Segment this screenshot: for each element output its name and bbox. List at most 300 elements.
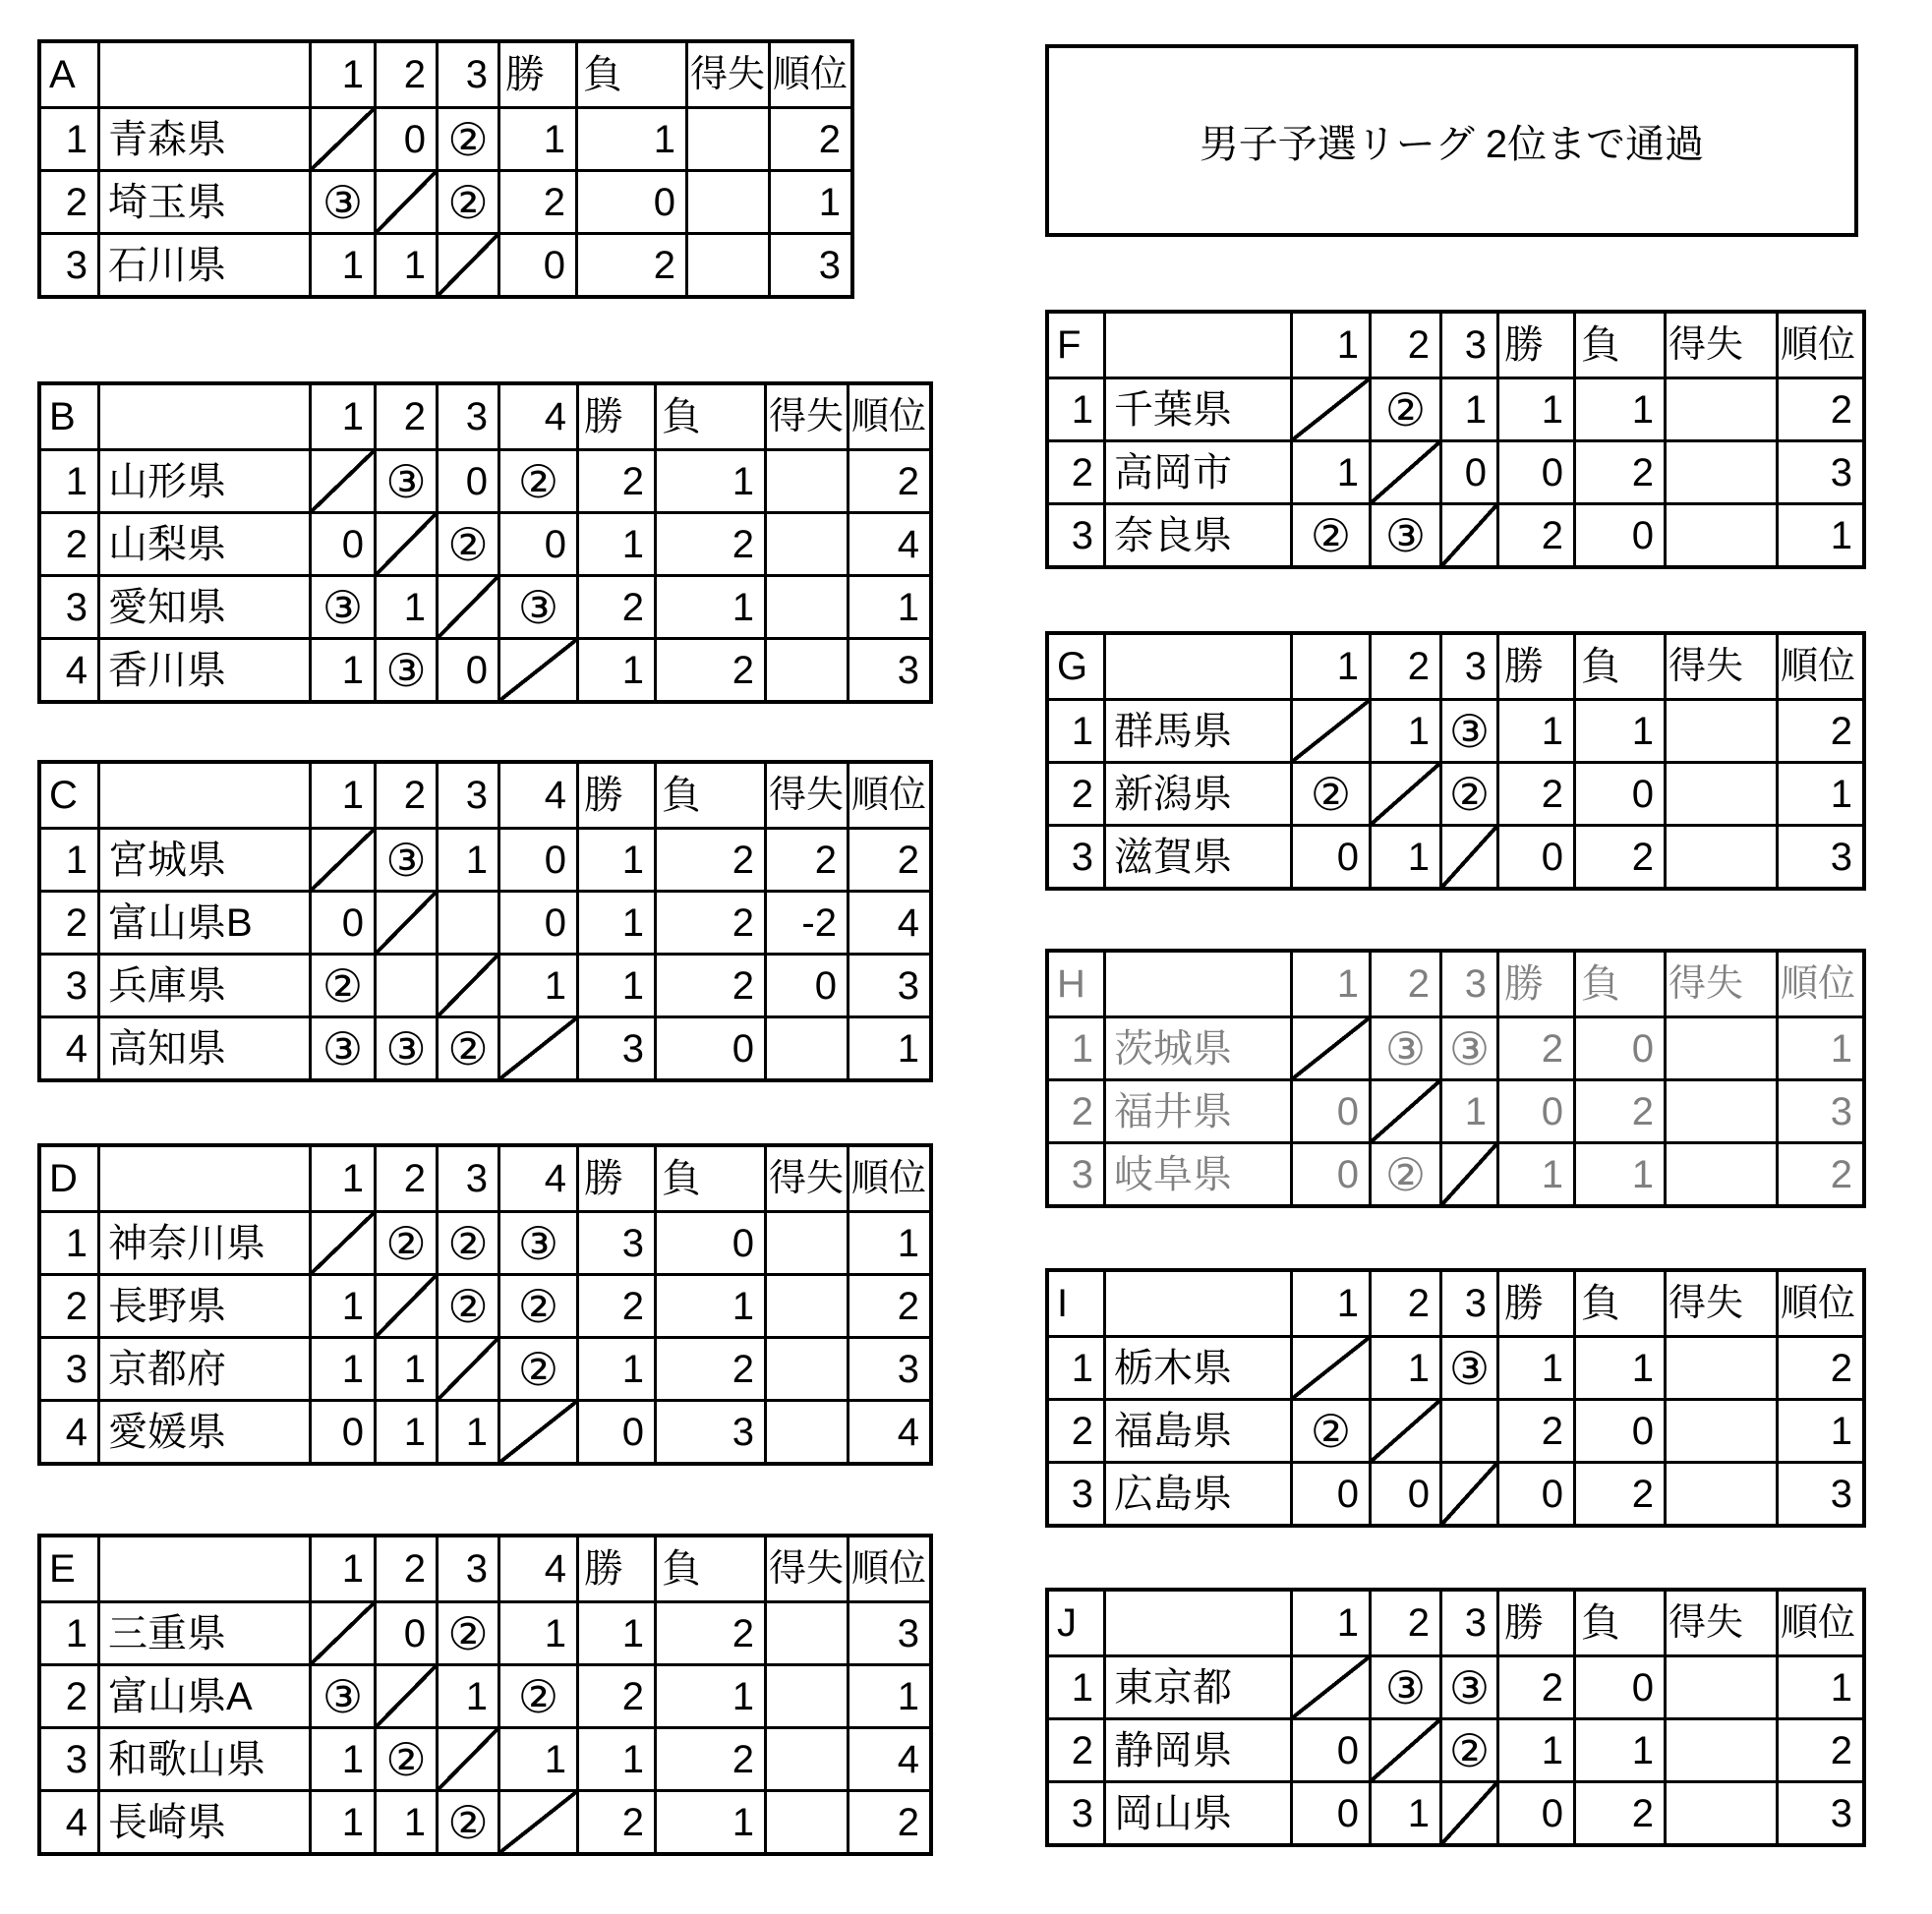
match-result: ② (374, 1210, 436, 1273)
self-match-diagonal (374, 169, 436, 232)
losses-header: 負 (575, 43, 685, 106)
rank-value: 4 (847, 1399, 929, 1462)
self-match-diagonal (1439, 1780, 1496, 1843)
point-diff-header: 得失 (1664, 1592, 1776, 1654)
losses-value: 1 (1573, 1335, 1664, 1398)
team-number: 1 (1049, 1654, 1103, 1717)
team-name: 栃木県 (1103, 1335, 1290, 1398)
point-diff-value (1664, 1654, 1776, 1717)
opponent-col-header: 4 (498, 385, 576, 448)
losses-value: 0 (1573, 502, 1664, 565)
match-result: 1 (374, 1789, 436, 1852)
point-diff-value (764, 637, 847, 700)
match-result: 0 (309, 890, 374, 953)
match-result (436, 890, 498, 953)
opponent-col-header: 3 (436, 764, 498, 827)
point-diff-header: 得失 (1664, 314, 1776, 377)
self-match-diagonal (498, 637, 576, 700)
opponent-col-header: 4 (498, 764, 576, 827)
point-diff-value (764, 1726, 847, 1789)
point-diff-value (764, 1600, 847, 1663)
self-match-diagonal (309, 1210, 374, 1273)
table-letter: F (1057, 323, 1082, 367)
self-match-diagonal (1439, 1141, 1496, 1204)
match-result: 1 (436, 1399, 498, 1462)
rank-value: 3 (1776, 439, 1862, 502)
opponent-col-header: 2 (374, 385, 436, 448)
match-result: 0 (436, 448, 498, 511)
losses-value: 0 (654, 1210, 764, 1273)
opponent-col-header: 4 (498, 1147, 576, 1210)
match-result: 1 (1369, 1780, 1439, 1843)
team-number: 2 (41, 511, 97, 574)
rank-header: 順位 (847, 1147, 929, 1210)
rank-value: 1 (1776, 761, 1862, 824)
match-result: ③ (374, 448, 436, 511)
point-diff-value (685, 106, 768, 169)
team-name: 福島県 (1103, 1398, 1290, 1461)
losses-value: 1 (575, 106, 685, 169)
wins-value: 1 (576, 827, 654, 890)
team-name: 富山県A (97, 1663, 309, 1726)
match-result: 1 (1369, 698, 1439, 761)
team-name-header (97, 1147, 309, 1210)
losses-header: 負 (654, 1537, 764, 1600)
match-result: ③ (1439, 1015, 1496, 1078)
point-diff-value (764, 1663, 847, 1726)
opponent-col-header: 3 (436, 385, 498, 448)
team-name: 青森県 (97, 106, 309, 169)
self-match-diagonal (1369, 1717, 1439, 1780)
league-table-e (37, 1534, 933, 1856)
rank-value: 1 (847, 1015, 929, 1078)
match-result: ② (1369, 377, 1439, 439)
wins-header: 勝 (576, 1537, 654, 1600)
wins-value: 0 (498, 232, 575, 295)
rank-value: 3 (768, 232, 850, 295)
team-number: 3 (41, 953, 97, 1015)
wins-value: 0 (1496, 1780, 1573, 1843)
opponent-col-header: 3 (1439, 314, 1496, 377)
match-result: ② (436, 1600, 498, 1663)
opponent-col-header: 1 (1290, 635, 1369, 698)
opponent-col-header: 1 (309, 385, 374, 448)
rank-value: 3 (1776, 1078, 1862, 1141)
opponent-col-header: 3 (1439, 1592, 1496, 1654)
team-name: 京都府 (97, 1336, 309, 1399)
self-match-diagonal (374, 511, 436, 574)
team-number: 3 (1049, 1141, 1103, 1204)
wins-value: 0 (1496, 439, 1573, 502)
losses-value: 2 (654, 511, 764, 574)
rank-header: 順位 (1776, 314, 1862, 377)
self-match-diagonal (1290, 698, 1369, 761)
losses-value: 2 (654, 637, 764, 700)
match-result: 0 (498, 511, 576, 574)
match-result: 1 (309, 1789, 374, 1852)
match-result: 0 (1290, 1461, 1369, 1524)
wins-header: 勝 (576, 385, 654, 448)
team-name: 群馬県 (1103, 698, 1290, 761)
team-name: 神奈川県 (97, 1210, 309, 1273)
team-number: 3 (1049, 502, 1103, 565)
team-name-header (97, 764, 309, 827)
match-result: 1 (309, 1726, 374, 1789)
opponent-col-header: 2 (1369, 1592, 1439, 1654)
losses-value: 0 (654, 1015, 764, 1078)
opponent-col-header: 3 (1439, 1272, 1496, 1335)
table-letter: D (49, 1157, 78, 1200)
self-match-diagonal (1369, 1078, 1439, 1141)
match-result: ② (309, 953, 374, 1015)
rank-value: 3 (1776, 1780, 1862, 1843)
rank-value: 1 (847, 1663, 929, 1726)
match-result: ③ (1439, 1335, 1496, 1398)
wins-value: 1 (576, 1600, 654, 1663)
team-name-header (1103, 1592, 1290, 1654)
team-name: 高知県 (97, 1015, 309, 1078)
opponent-col-header: 1 (1290, 1592, 1369, 1654)
match-result: 1 (1369, 1335, 1439, 1398)
wins-value: 1 (1496, 698, 1573, 761)
rank-value: 3 (847, 953, 929, 1015)
match-result: 1 (498, 1600, 576, 1663)
wins-value: 2 (576, 574, 654, 637)
losses-header: 負 (1573, 1592, 1664, 1654)
team-name: 茨城県 (1103, 1015, 1290, 1078)
losses-value: 0 (1573, 761, 1664, 824)
losses-value: 1 (654, 1663, 764, 1726)
self-match-diagonal (1369, 1398, 1439, 1461)
match-result: ② (436, 1210, 498, 1273)
rank-value: 4 (847, 511, 929, 574)
wins-header: 勝 (1496, 1592, 1573, 1654)
rank-value: 1 (847, 1210, 929, 1273)
team-name: 千葉県 (1103, 377, 1290, 439)
rank-value: 2 (847, 827, 929, 890)
match-result: ③ (374, 827, 436, 890)
opponent-col-header: 2 (1369, 314, 1439, 377)
opponent-col-header: 4 (498, 1537, 576, 1600)
match-result: ② (1290, 1398, 1369, 1461)
point-diff-header: 得失 (1664, 953, 1776, 1015)
match-result: ③ (309, 574, 374, 637)
team-name: 長崎県 (97, 1789, 309, 1852)
point-diff-value (1664, 377, 1776, 439)
self-match-diagonal (436, 1336, 498, 1399)
league-table-c (37, 760, 933, 1082)
losses-value: 1 (654, 448, 764, 511)
self-match-diagonal (436, 1726, 498, 1789)
match-result: 1 (374, 1399, 436, 1462)
team-number: 1 (1049, 377, 1103, 439)
match-result: 1 (498, 953, 576, 1015)
match-result: ② (498, 448, 576, 511)
self-match-diagonal (1439, 502, 1496, 565)
rank-header: 順位 (1776, 953, 1862, 1015)
rank-header: 順位 (847, 385, 929, 448)
team-name-header (97, 1537, 309, 1600)
team-number: 3 (41, 232, 97, 295)
match-result: ③ (374, 637, 436, 700)
opponent-col-header: 1 (1290, 953, 1369, 1015)
league-table-i (1045, 1268, 1866, 1528)
league-table-h (1045, 949, 1866, 1208)
league-table-j (1045, 1588, 1866, 1847)
match-result: ② (374, 1726, 436, 1789)
rank-value: 3 (847, 1336, 929, 1399)
team-number: 3 (41, 1336, 97, 1399)
rank-value: 3 (847, 637, 929, 700)
point-diff-header: 得失 (1664, 1272, 1776, 1335)
match-result: 1 (1290, 439, 1369, 502)
match-result: ③ (374, 1015, 436, 1078)
rank-value: 3 (1776, 1461, 1862, 1524)
match-result: ③ (498, 574, 576, 637)
opponent-col-header: 1 (309, 43, 374, 106)
team-name: 三重県 (97, 1600, 309, 1663)
team-number: 4 (41, 1015, 97, 1078)
losses-header: 負 (654, 1147, 764, 1210)
point-diff-value (764, 1015, 847, 1078)
wins-header: 勝 (576, 764, 654, 827)
losses-value: 2 (654, 890, 764, 953)
wins-value: 2 (1496, 1015, 1573, 1078)
match-result: 0 (498, 890, 576, 953)
opponent-col-header: 1 (309, 1147, 374, 1210)
match-result: 0 (374, 1600, 436, 1663)
team-number: 2 (1049, 1078, 1103, 1141)
wins-value: 2 (1496, 761, 1573, 824)
point-diff-header: 得失 (685, 43, 768, 106)
losses-header: 負 (1573, 953, 1664, 1015)
team-number: 3 (1049, 1780, 1103, 1843)
league-table-g (1045, 631, 1866, 891)
rank-value: 4 (847, 1726, 929, 1789)
wins-header: 勝 (1496, 1272, 1573, 1335)
notice-box (1045, 44, 1858, 237)
table-letter: G (1057, 645, 1088, 688)
rank-value: 3 (1776, 824, 1862, 887)
rank-header: 順位 (1776, 1272, 1862, 1335)
rank-value: 2 (1776, 1717, 1862, 1780)
opponent-col-header: 3 (436, 43, 498, 106)
team-number: 3 (1049, 1461, 1103, 1524)
notice-text: 男子予選リーグ 2位まで通過 (1199, 122, 1705, 166)
team-name: 愛媛県 (97, 1399, 309, 1462)
match-result: ② (498, 1663, 576, 1726)
team-name: 新潟県 (1103, 761, 1290, 824)
match-result: ③ (1369, 1015, 1439, 1078)
team-name-header (1103, 314, 1290, 377)
opponent-col-header: 2 (374, 764, 436, 827)
match-result (1439, 1398, 1496, 1461)
match-result: ② (498, 1336, 576, 1399)
point-diff-header: 得失 (764, 385, 847, 448)
rank-header: 順位 (768, 43, 850, 106)
match-result: ③ (1369, 502, 1439, 565)
match-result: ② (436, 169, 498, 232)
self-match-diagonal (436, 574, 498, 637)
rank-value: 2 (768, 106, 850, 169)
match-result: 0 (498, 827, 576, 890)
rank-value: 3 (847, 1600, 929, 1663)
losses-value: 2 (654, 953, 764, 1015)
rank-value: 1 (847, 574, 929, 637)
match-result: 0 (1290, 1717, 1369, 1780)
team-number: 4 (41, 1789, 97, 1852)
team-name-header (97, 385, 309, 448)
match-result (374, 953, 436, 1015)
team-name: 山梨県 (97, 511, 309, 574)
wins-value: 1 (576, 637, 654, 700)
team-number: 2 (1049, 439, 1103, 502)
team-name: 香川県 (97, 637, 309, 700)
wins-value: 1 (576, 1336, 654, 1399)
wins-value: 1 (498, 106, 575, 169)
team-name: 高岡市 (1103, 439, 1290, 502)
match-result: 0 (309, 511, 374, 574)
opponent-col-header: 2 (374, 1147, 436, 1210)
team-name: 静岡県 (1103, 1717, 1290, 1780)
table-letter: E (49, 1547, 76, 1591)
match-result: 1 (1369, 824, 1439, 887)
rank-header: 順位 (1776, 635, 1862, 698)
self-match-diagonal (436, 232, 498, 295)
losses-value: 2 (1573, 1078, 1664, 1141)
point-diff-header: 得失 (764, 764, 847, 827)
point-diff-header: 得失 (764, 1537, 847, 1600)
losses-value: 2 (654, 827, 764, 890)
point-diff-value: 0 (764, 953, 847, 1015)
point-diff-value (1664, 1335, 1776, 1398)
rank-value: 2 (1776, 698, 1862, 761)
losses-value: 2 (654, 1726, 764, 1789)
league-table-f (1045, 310, 1866, 569)
opponent-col-header: 2 (1369, 953, 1439, 1015)
self-match-diagonal (1439, 824, 1496, 887)
point-diff-header: 得失 (1664, 635, 1776, 698)
match-result: 1 (374, 1336, 436, 1399)
team-name: 埼玉県 (97, 169, 309, 232)
point-diff-value (1664, 698, 1776, 761)
match-result: 0 (1290, 1141, 1369, 1204)
team-name: 石川県 (97, 232, 309, 295)
league-table-d (37, 1143, 933, 1466)
match-result: ② (1290, 502, 1369, 565)
wins-header: 勝 (1496, 314, 1573, 377)
match-result: 0 (436, 637, 498, 700)
losses-value: 2 (1573, 824, 1664, 887)
team-number: 2 (1049, 1398, 1103, 1461)
losses-value: 0 (575, 169, 685, 232)
point-diff-value (1664, 1015, 1776, 1078)
losses-value: 0 (1573, 1654, 1664, 1717)
opponent-col-header: 2 (374, 43, 436, 106)
rank-value: 1 (1776, 1654, 1862, 1717)
table-letter: J (1057, 1601, 1077, 1645)
match-result: 1 (1439, 1078, 1496, 1141)
losses-value: 0 (1573, 1398, 1664, 1461)
point-diff-value (764, 1399, 847, 1462)
losses-header: 負 (1573, 314, 1664, 377)
wins-value: 1 (576, 890, 654, 953)
team-name: 富山県B (97, 890, 309, 953)
match-result: 1 (436, 1663, 498, 1726)
self-match-diagonal (1439, 1461, 1496, 1524)
team-name: 兵庫県 (97, 953, 309, 1015)
losses-header: 負 (1573, 635, 1664, 698)
team-number: 1 (1049, 1335, 1103, 1398)
point-diff-value (1664, 1141, 1776, 1204)
team-name: 奈良県 (1103, 502, 1290, 565)
team-name: 山形県 (97, 448, 309, 511)
point-diff-value (764, 1336, 847, 1399)
point-diff-value (764, 1273, 847, 1336)
losses-header: 負 (654, 385, 764, 448)
league-table-b (37, 381, 933, 704)
rank-value: 4 (847, 890, 929, 953)
rank-value: 2 (1776, 1141, 1862, 1204)
match-result: 1 (309, 637, 374, 700)
self-match-diagonal (374, 1663, 436, 1726)
table-letter: A (49, 53, 76, 96)
point-diff-value (764, 574, 847, 637)
team-number: 3 (41, 574, 97, 637)
self-match-diagonal (309, 827, 374, 890)
team-name-header (1103, 635, 1290, 698)
match-result: ③ (309, 169, 374, 232)
losses-value: 0 (1573, 1015, 1664, 1078)
team-number: 4 (41, 1399, 97, 1462)
wins-value: 2 (576, 448, 654, 511)
point-diff-value (1664, 502, 1776, 565)
losses-value: 2 (1573, 439, 1664, 502)
opponent-col-header: 1 (309, 764, 374, 827)
match-result: 1 (309, 232, 374, 295)
losses-value: 1 (654, 1789, 764, 1852)
match-result: 0 (374, 106, 436, 169)
opponent-col-header: 2 (374, 1537, 436, 1600)
point-diff-value (1664, 761, 1776, 824)
losses-value: 3 (654, 1399, 764, 1462)
opponent-col-header: 3 (436, 1147, 498, 1210)
wins-value: 2 (498, 169, 575, 232)
wins-value: 1 (1496, 1141, 1573, 1204)
losses-value: 2 (1573, 1780, 1664, 1843)
wins-value: 2 (1496, 1654, 1573, 1717)
point-diff-value (1664, 1461, 1776, 1524)
point-diff-value: 2 (764, 827, 847, 890)
match-result: ③ (498, 1210, 576, 1273)
point-diff-value (764, 511, 847, 574)
opponent-col-header: 1 (309, 1537, 374, 1600)
match-result: 0 (1290, 1078, 1369, 1141)
opponent-col-header: 2 (1369, 1272, 1439, 1335)
team-number: 3 (1049, 824, 1103, 887)
match-result: 1 (374, 574, 436, 637)
team-number: 1 (1049, 698, 1103, 761)
opponent-col-header: 3 (1439, 953, 1496, 1015)
self-match-diagonal (1290, 1015, 1369, 1078)
team-name: 広島県 (1103, 1461, 1290, 1524)
losses-header: 負 (1573, 1272, 1664, 1335)
match-result: 1 (309, 1336, 374, 1399)
opponent-col-header: 1 (1290, 314, 1369, 377)
losses-value: 1 (1573, 1717, 1664, 1780)
point-diff-value (685, 169, 768, 232)
rank-value: 2 (847, 448, 929, 511)
